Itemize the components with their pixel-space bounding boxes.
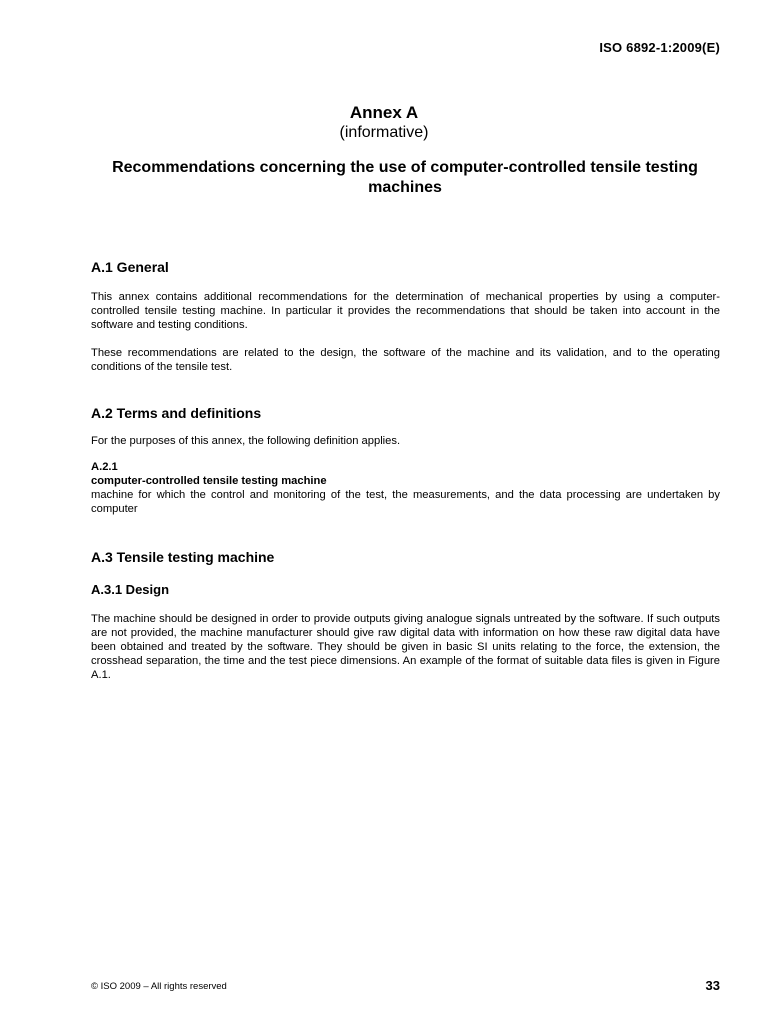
annex-subtitle: (informative) [339,124,429,141]
section-a1-paragraph-2: These recommendations are related to the design, the software of the machine and its validation, and to the operating conditions of the tensile test. [91,347,720,373]
section-a3-1-paragraph-1: The machine should be designed in order to provide outputs giving analogue signals untreated by the software. If such outputs are not provided, the machine manufacturer should give raw digital data with information on how these raw digital data have been obtained and treated by the software. They should be given in basic SI units relating to the force, the extension, the crosshead separation, the time and the test piece dimensions. An example of the format of suitable data files is given in Figure A.1. [91,613,720,681]
section-a1-paragraph-1: This annex contains additional recommendations for the determination of mechanical properties by using a computer-controlled tensile testing machine. In particular it provides the recommendations that should be taken into account in the software and testing conditions. [91,291,720,331]
annex-heading [0,103,768,143]
subsection-heading-a3-1: A.3.1 Design [91,582,170,597]
section-a2-paragraph-1: For the purposes of this annex, the following definition applies. [91,435,401,447]
term-number: A.2.1 [91,461,118,473]
section-heading-a2: A.2 Terms and definitions [91,405,262,421]
term-name: computer-controlled tensile testing machine [91,475,327,487]
document-body [91,258,720,682]
section-heading-a1: A.1 General [91,259,169,275]
page-number: 33 [705,978,720,993]
footer-copyright: © ISO 2009 – All rights reserved [91,981,227,992]
section-heading-a3: A.3 Tensile testing machine [91,549,275,565]
annex-title: Annex A [349,103,419,122]
document-identifier: ISO 6892-1:2009(E) [599,40,720,55]
annex-main-title: Recommendations concerning the use of computer-controlled tensile testing machines [112,159,698,196]
term-definition: machine for which the control and monitoring of the test, the measurements, and the data processing are undertaken by computer [91,489,720,515]
